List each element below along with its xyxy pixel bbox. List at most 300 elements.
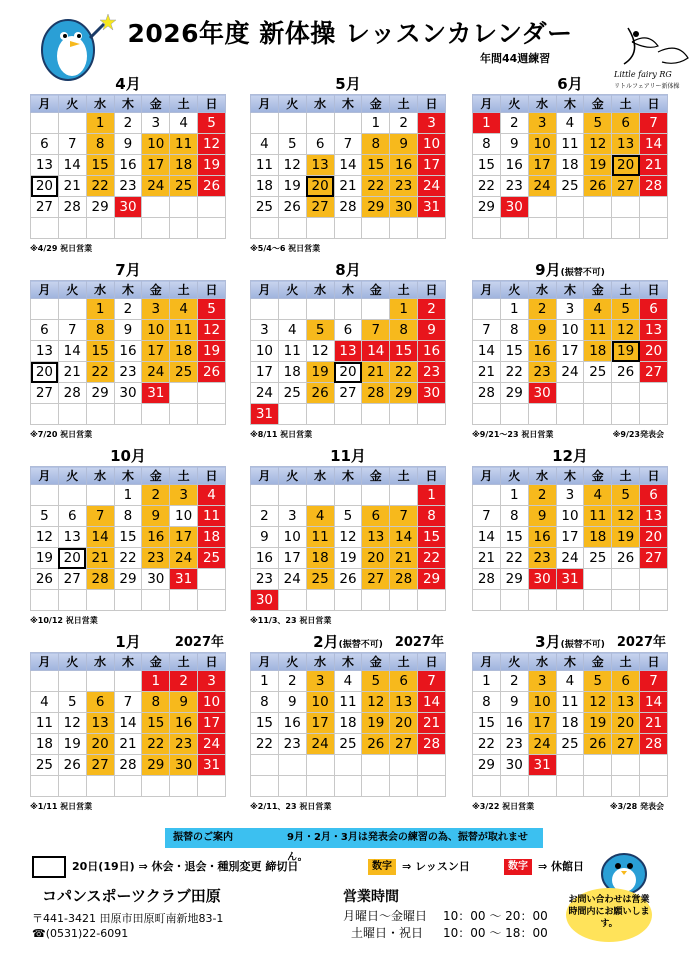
day-cell: 28 bbox=[58, 197, 86, 218]
day-cell bbox=[640, 590, 668, 611]
week-row bbox=[473, 590, 668, 611]
day-cell bbox=[198, 569, 226, 590]
month-title: 8月 bbox=[335, 261, 361, 279]
day-cell bbox=[114, 218, 142, 239]
day-cell: 2 bbox=[170, 671, 198, 692]
day-cell bbox=[612, 218, 640, 239]
day-cell: 21 bbox=[58, 362, 86, 383]
day-cell: 6 bbox=[362, 506, 390, 527]
day-cell bbox=[31, 113, 59, 134]
day-cell bbox=[198, 218, 226, 239]
day-cell bbox=[418, 404, 446, 425]
day-cell: 28 bbox=[334, 197, 362, 218]
day-cell: 3 bbox=[528, 113, 556, 134]
day-cell: 8 bbox=[473, 134, 501, 155]
month-table bbox=[472, 280, 668, 425]
day-cell: 10 bbox=[278, 527, 306, 548]
day-cell bbox=[86, 404, 114, 425]
month-event-note: ※9/23発表会 bbox=[612, 430, 664, 439]
day-cell bbox=[31, 485, 59, 506]
day-cell: 10 bbox=[528, 692, 556, 713]
weekday-header: 木 bbox=[114, 653, 142, 671]
day-cell: 12 bbox=[31, 527, 59, 548]
day-cell: 30 bbox=[500, 197, 528, 218]
day-cell: 25 bbox=[251, 197, 279, 218]
day-cell bbox=[584, 383, 612, 404]
day-cell: 10 bbox=[142, 134, 170, 155]
day-cell: 22 bbox=[500, 548, 528, 569]
day-cell bbox=[556, 755, 584, 776]
day-cell: 16 bbox=[278, 713, 306, 734]
day-cell: 13 bbox=[612, 692, 640, 713]
legend-closed bbox=[504, 856, 584, 878]
day-cell: 19 bbox=[584, 155, 612, 176]
day-cell bbox=[473, 485, 501, 506]
weekday-header: 土 bbox=[170, 281, 198, 299]
day-cell: 15 bbox=[251, 713, 279, 734]
hours-weekend-time: 10：00 ～ 18：00 bbox=[443, 926, 548, 940]
day-cell: 22 bbox=[473, 176, 501, 197]
day-cell: 23 bbox=[528, 362, 556, 383]
day-cell bbox=[584, 776, 612, 797]
day-cell bbox=[58, 299, 86, 320]
month-title: 2月(振替不可) 2027年 bbox=[313, 633, 444, 651]
day-cell: 4 bbox=[556, 671, 584, 692]
day-cell: 5 bbox=[278, 134, 306, 155]
day-cell: 22 bbox=[251, 734, 279, 755]
day-cell bbox=[58, 590, 86, 611]
week-row bbox=[473, 383, 668, 404]
day-cell: 12 bbox=[198, 320, 226, 341]
day-cell: 26 bbox=[58, 755, 86, 776]
week-row bbox=[31, 176, 226, 197]
day-cell: 28 bbox=[362, 383, 390, 404]
week-row bbox=[473, 755, 668, 776]
day-cell bbox=[278, 590, 306, 611]
day-cell: 2 bbox=[500, 671, 528, 692]
penguin-mascot-icon bbox=[30, 8, 120, 83]
day-cell: 19 bbox=[334, 548, 362, 569]
week-row bbox=[251, 569, 446, 590]
day-cell: 5 bbox=[584, 113, 612, 134]
day-cell: 4 bbox=[584, 299, 612, 320]
weekday-header: 木 bbox=[556, 95, 584, 113]
day-cell bbox=[612, 755, 640, 776]
week-row bbox=[473, 299, 668, 320]
day-cell: 26 bbox=[306, 383, 334, 404]
day-cell bbox=[142, 197, 170, 218]
day-cell: 11 bbox=[556, 134, 584, 155]
weekday-header: 火 bbox=[278, 95, 306, 113]
day-cell bbox=[528, 404, 556, 425]
day-cell: 20 bbox=[612, 713, 640, 734]
day-cell: 18 bbox=[334, 713, 362, 734]
day-cell: 27 bbox=[31, 197, 59, 218]
day-cell: 4 bbox=[198, 485, 226, 506]
day-cell: 27 bbox=[640, 362, 668, 383]
day-cell bbox=[473, 218, 501, 239]
day-cell bbox=[278, 299, 306, 320]
day-cell bbox=[500, 218, 528, 239]
day-cell: 18 bbox=[170, 155, 198, 176]
week-row bbox=[31, 506, 226, 527]
weekday-header: 火 bbox=[500, 467, 528, 485]
day-cell: 2 bbox=[114, 113, 142, 134]
weekday-header: 月 bbox=[473, 467, 501, 485]
week-row bbox=[31, 383, 226, 404]
day-cell bbox=[251, 485, 279, 506]
week-row bbox=[251, 527, 446, 548]
day-cell: 19 bbox=[31, 548, 59, 569]
day-cell: 31 bbox=[556, 569, 584, 590]
day-cell: 16 bbox=[170, 713, 198, 734]
day-cell: 29 bbox=[500, 569, 528, 590]
day-cell: 27 bbox=[362, 569, 390, 590]
day-cell: 7 bbox=[114, 692, 142, 713]
day-cell: 13 bbox=[31, 341, 59, 362]
day-cell: 10 bbox=[251, 341, 279, 362]
day-cell: 17 bbox=[170, 527, 198, 548]
day-cell bbox=[500, 404, 528, 425]
day-cell: 3 bbox=[170, 485, 198, 506]
day-cell: 25 bbox=[584, 362, 612, 383]
day-cell bbox=[251, 218, 279, 239]
day-cell bbox=[58, 776, 86, 797]
week-row bbox=[473, 362, 668, 383]
weekday-header: 水 bbox=[306, 467, 334, 485]
day-cell bbox=[114, 404, 142, 425]
day-cell: 27 bbox=[334, 383, 362, 404]
day-cell: 24 bbox=[251, 383, 279, 404]
week-row bbox=[473, 776, 668, 797]
week-row bbox=[251, 362, 446, 383]
week-row bbox=[31, 590, 226, 611]
day-cell bbox=[306, 485, 334, 506]
weekday-header: 水 bbox=[528, 95, 556, 113]
day-cell: 13 bbox=[86, 713, 114, 734]
day-cell: 23 bbox=[528, 548, 556, 569]
day-cell: 24 bbox=[528, 176, 556, 197]
day-cell: 24 bbox=[278, 569, 306, 590]
day-cell bbox=[198, 197, 226, 218]
day-cell: 21 bbox=[58, 176, 86, 197]
day-cell: 14 bbox=[390, 527, 418, 548]
day-cell bbox=[278, 755, 306, 776]
day-cell: 12 bbox=[584, 692, 612, 713]
week-row bbox=[251, 485, 446, 506]
week-row bbox=[251, 713, 446, 734]
weekday-header: 火 bbox=[500, 281, 528, 299]
day-cell: 8 bbox=[473, 692, 501, 713]
day-cell bbox=[170, 218, 198, 239]
week-row bbox=[473, 197, 668, 218]
day-cell: 23 bbox=[278, 734, 306, 755]
day-cell bbox=[640, 404, 668, 425]
day-cell bbox=[86, 590, 114, 611]
day-cell: 13 bbox=[640, 320, 668, 341]
weekday-header: 木 bbox=[114, 467, 142, 485]
day-cell bbox=[86, 485, 114, 506]
weekday-header: 日 bbox=[418, 467, 446, 485]
weekday-header: 土 bbox=[390, 653, 418, 671]
weekday-header: 日 bbox=[640, 95, 668, 113]
weekday-header: 木 bbox=[334, 467, 362, 485]
weekday-header: 火 bbox=[58, 467, 86, 485]
week-row bbox=[31, 155, 226, 176]
day-cell: 7 bbox=[390, 506, 418, 527]
day-cell: 9 bbox=[418, 320, 446, 341]
weekday-header: 木 bbox=[556, 467, 584, 485]
day-cell: 13 bbox=[31, 155, 59, 176]
day-cell: 13 bbox=[612, 134, 640, 155]
day-cell: 6 bbox=[31, 134, 59, 155]
weekday-header: 金 bbox=[142, 467, 170, 485]
day-cell: 6 bbox=[640, 299, 668, 320]
week-row bbox=[251, 320, 446, 341]
day-cell: 24 bbox=[142, 176, 170, 197]
day-cell: 9 bbox=[170, 692, 198, 713]
day-cell: 13 bbox=[390, 692, 418, 713]
weekday-header: 月 bbox=[251, 281, 279, 299]
day-cell: 15 bbox=[500, 527, 528, 548]
day-cell: 4 bbox=[278, 320, 306, 341]
day-cell bbox=[612, 590, 640, 611]
day-cell bbox=[640, 218, 668, 239]
day-cell: 19 bbox=[362, 713, 390, 734]
legend-deadline-text: 20日(19日) ⇒ 休会・退会・種別変更 締切日 bbox=[72, 860, 299, 873]
day-cell: 2 bbox=[390, 113, 418, 134]
day-cell: 16 bbox=[528, 341, 556, 362]
day-cell: 5 bbox=[198, 299, 226, 320]
day-cell: 7 bbox=[640, 113, 668, 134]
month-year: 2027年 bbox=[394, 635, 444, 650]
day-cell: 3 bbox=[528, 671, 556, 692]
day-cell: 23 bbox=[251, 569, 279, 590]
day-cell: 24 bbox=[306, 734, 334, 755]
day-cell bbox=[362, 776, 390, 797]
day-cell: 19 bbox=[198, 341, 226, 362]
day-cell bbox=[334, 299, 362, 320]
weekday-header: 土 bbox=[612, 95, 640, 113]
day-cell bbox=[556, 218, 584, 239]
day-cell bbox=[390, 218, 418, 239]
day-cell: 27 bbox=[306, 197, 334, 218]
day-cell bbox=[640, 383, 668, 404]
day-cell: 27 bbox=[86, 755, 114, 776]
month-table bbox=[30, 280, 226, 425]
month-title: 1月 2027年 bbox=[115, 633, 224, 651]
day-cell: 1 bbox=[390, 299, 418, 320]
month-title: 4月 bbox=[115, 75, 141, 93]
day-cell bbox=[86, 218, 114, 239]
weekday-header: 土 bbox=[170, 653, 198, 671]
day-cell: 19 bbox=[58, 734, 86, 755]
weekday-header: 月 bbox=[251, 467, 279, 485]
month-table bbox=[472, 652, 668, 797]
day-cell: 19 bbox=[306, 362, 334, 383]
day-cell: 15 bbox=[86, 341, 114, 362]
day-cell: 14 bbox=[334, 155, 362, 176]
day-cell: 25 bbox=[278, 383, 306, 404]
day-cell bbox=[418, 755, 446, 776]
week-row bbox=[251, 113, 446, 134]
day-cell: 24 bbox=[556, 362, 584, 383]
day-cell: 2 bbox=[528, 299, 556, 320]
day-cell bbox=[334, 218, 362, 239]
weekday-header: 水 bbox=[86, 95, 114, 113]
week-row bbox=[473, 692, 668, 713]
day-cell: 12 bbox=[584, 134, 612, 155]
day-cell bbox=[278, 113, 306, 134]
day-cell: 4 bbox=[584, 485, 612, 506]
day-cell: 3 bbox=[251, 320, 279, 341]
weekday-header: 月 bbox=[31, 653, 59, 671]
day-cell: 14 bbox=[473, 341, 501, 362]
day-cell bbox=[473, 590, 501, 611]
day-cell bbox=[58, 113, 86, 134]
weekday-header: 金 bbox=[584, 467, 612, 485]
day-cell: 20 bbox=[31, 176, 59, 197]
day-cell: 24 bbox=[142, 362, 170, 383]
day-cell: 14 bbox=[114, 713, 142, 734]
day-cell: 24 bbox=[170, 548, 198, 569]
day-cell: 17 bbox=[528, 713, 556, 734]
day-cell bbox=[170, 383, 198, 404]
day-cell: 5 bbox=[198, 113, 226, 134]
logo-text: Little fairy RG bbox=[614, 70, 672, 79]
week-row bbox=[251, 548, 446, 569]
week-row bbox=[31, 527, 226, 548]
day-cell: 15 bbox=[473, 155, 501, 176]
day-cell: 18 bbox=[170, 341, 198, 362]
week-row bbox=[473, 320, 668, 341]
weekday-header: 金 bbox=[362, 467, 390, 485]
day-cell: 6 bbox=[86, 692, 114, 713]
week-row bbox=[31, 755, 226, 776]
day-cell: 22 bbox=[86, 362, 114, 383]
day-cell bbox=[556, 776, 584, 797]
day-cell: 29 bbox=[142, 755, 170, 776]
day-cell: 13 bbox=[362, 527, 390, 548]
day-cell bbox=[170, 590, 198, 611]
day-cell: 17 bbox=[306, 713, 334, 734]
day-cell: 11 bbox=[251, 155, 279, 176]
weekday-header: 月 bbox=[31, 95, 59, 113]
day-cell: 23 bbox=[170, 734, 198, 755]
weekday-header: 木 bbox=[114, 95, 142, 113]
day-cell: 6 bbox=[31, 320, 59, 341]
week-row bbox=[473, 485, 668, 506]
day-cell bbox=[278, 485, 306, 506]
day-cell: 15 bbox=[390, 341, 418, 362]
day-cell bbox=[612, 383, 640, 404]
month-footnote: ※10/12 祝日営業 bbox=[30, 616, 98, 625]
day-cell: 18 bbox=[556, 713, 584, 734]
weekday-header: 土 bbox=[612, 281, 640, 299]
day-cell bbox=[86, 776, 114, 797]
week-row bbox=[31, 671, 226, 692]
day-cell: 29 bbox=[390, 383, 418, 404]
day-cell: 5 bbox=[31, 506, 59, 527]
day-cell: 14 bbox=[640, 134, 668, 155]
day-cell: 29 bbox=[86, 197, 114, 218]
day-cell: 6 bbox=[334, 320, 362, 341]
day-cell: 9 bbox=[528, 506, 556, 527]
day-cell bbox=[58, 485, 86, 506]
weekday-header: 金 bbox=[362, 281, 390, 299]
day-cell: 30 bbox=[142, 569, 170, 590]
day-cell: 26 bbox=[31, 569, 59, 590]
week-row bbox=[31, 569, 226, 590]
day-cell: 6 bbox=[306, 134, 334, 155]
week-row bbox=[31, 341, 226, 362]
month-title: 5月 bbox=[335, 75, 361, 93]
legend-deadline bbox=[32, 856, 298, 878]
day-cell: 28 bbox=[473, 383, 501, 404]
day-cell: 14 bbox=[58, 155, 86, 176]
day-cell: 28 bbox=[640, 734, 668, 755]
day-cell bbox=[114, 671, 142, 692]
day-cell: 3 bbox=[418, 113, 446, 134]
day-cell bbox=[142, 404, 170, 425]
day-cell: 5 bbox=[612, 299, 640, 320]
week-row bbox=[251, 383, 446, 404]
weekday-header: 木 bbox=[334, 281, 362, 299]
day-cell bbox=[31, 404, 59, 425]
week-row bbox=[473, 341, 668, 362]
weekday-header: 水 bbox=[86, 467, 114, 485]
hours-weekend-label: 土曜日・祝日 bbox=[351, 926, 424, 940]
week-row bbox=[31, 548, 226, 569]
day-cell: 8 bbox=[251, 692, 279, 713]
day-cell: 21 bbox=[640, 713, 668, 734]
day-cell: 17 bbox=[278, 548, 306, 569]
day-cell: 12 bbox=[612, 320, 640, 341]
day-cell: 22 bbox=[473, 734, 501, 755]
month-calendar bbox=[472, 74, 668, 253]
day-cell bbox=[198, 383, 226, 404]
day-cell bbox=[31, 776, 59, 797]
day-cell: 23 bbox=[500, 734, 528, 755]
day-cell: 15 bbox=[114, 527, 142, 548]
day-cell: 13 bbox=[58, 527, 86, 548]
day-cell: 29 bbox=[473, 755, 501, 776]
week-row bbox=[473, 218, 668, 239]
day-cell bbox=[390, 755, 418, 776]
legend-lesson bbox=[368, 856, 470, 878]
month-title: 9月(振替不可) bbox=[535, 261, 605, 279]
day-cell: 31 bbox=[418, 197, 446, 218]
transfer-notice-text: 9月・2月・3月は発表会の練習の為、振替が取れません。 bbox=[287, 832, 528, 863]
day-cell bbox=[418, 590, 446, 611]
day-cell: 3 bbox=[198, 671, 226, 692]
month-footnote: ※1/11 祝日営業 bbox=[30, 802, 93, 811]
week-row bbox=[31, 299, 226, 320]
day-cell: 8 bbox=[114, 506, 142, 527]
day-cell: 25 bbox=[556, 734, 584, 755]
day-cell: 31 bbox=[198, 755, 226, 776]
weekday-header: 木 bbox=[114, 281, 142, 299]
day-cell: 26 bbox=[362, 734, 390, 755]
weekday-header: 金 bbox=[584, 653, 612, 671]
club-phone: ☎(0531)22-6091 bbox=[32, 927, 129, 940]
day-cell: 23 bbox=[142, 548, 170, 569]
weekday-header: 水 bbox=[528, 281, 556, 299]
day-cell bbox=[278, 776, 306, 797]
page-title: 2026年度 新体操 レッスンカレンダー bbox=[127, 19, 573, 48]
weekday-header: 金 bbox=[142, 281, 170, 299]
month-table bbox=[472, 466, 668, 611]
